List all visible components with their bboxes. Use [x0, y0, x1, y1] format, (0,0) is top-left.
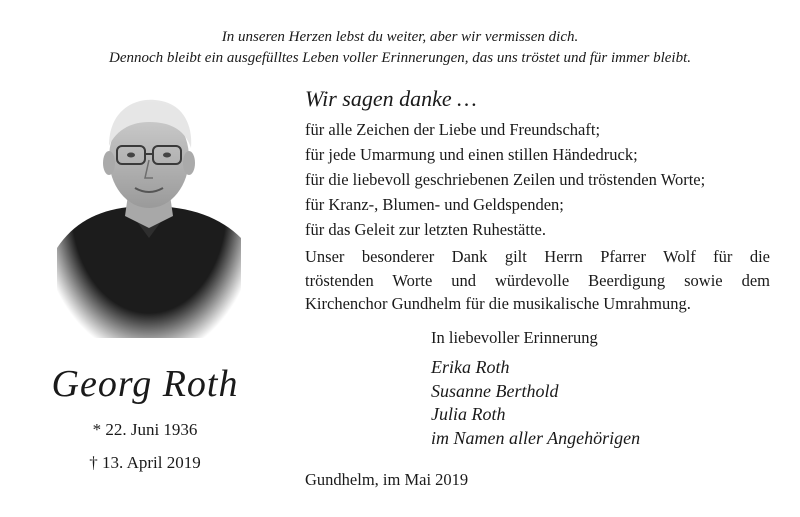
paragraph-line: Kirchenchor Gundhelm für die musikalische Umrahmung. — [305, 294, 691, 313]
death-date: † 13. April 2019 — [89, 453, 201, 472]
intro-verse — [0, 27, 800, 69]
place-and-date: Gundhelm, im Mai 2019 — [305, 470, 469, 489]
signature-names — [431, 356, 640, 450]
paragraph-line: Unser besonderer Dank gilt Herrn Pfarrer Wolf für die — [305, 247, 770, 266]
portrait-photo — [57, 88, 241, 338]
thanks-line: für alle Zeichen der Liebe und Freundschaft; — [305, 120, 601, 139]
thanks-line: für Kranz-, Blumen- und Geldspenden; — [305, 195, 564, 214]
deceased-name: Georg Roth — [51, 363, 239, 405]
signer-name: Julia Roth — [431, 404, 506, 424]
intro-line-1: In unseren Herzen lebst du weiter, aber wir vermissen dich. — [221, 29, 579, 45]
paragraph-line: tröstenden Worte und würdevolle Beerdigung sowie dem — [305, 270, 770, 290]
thanks-line: für die liebevoll geschriebenen Zeilen und tröstenden Worte; — [305, 170, 706, 189]
signer-name: Erika Roth — [431, 357, 510, 377]
thanks-heading: Wir sagen danke … — [305, 86, 477, 111]
special-thanks-paragraph — [305, 245, 770, 316]
signature-intro: In liebevoller Erinnerung — [431, 328, 598, 347]
thanks-list — [305, 117, 705, 242]
signer-name: im Namen aller Angehörigen — [431, 427, 641, 448]
birth-date: * 22. Juni 1936 — [92, 420, 198, 439]
thanks-line: für jede Umarmung und einen stillen Händedruck; — [305, 145, 638, 164]
intro-line-2: Dennoch bleibt ein ausgefülltes Leben voller Erinnerungen, das uns tröstet und für immer bleibt. — [108, 50, 691, 66]
signer-name: Susanne Berthold — [431, 380, 559, 401]
thanks-line: für das Geleit zur letzten Ruhestätte. — [305, 220, 546, 239]
